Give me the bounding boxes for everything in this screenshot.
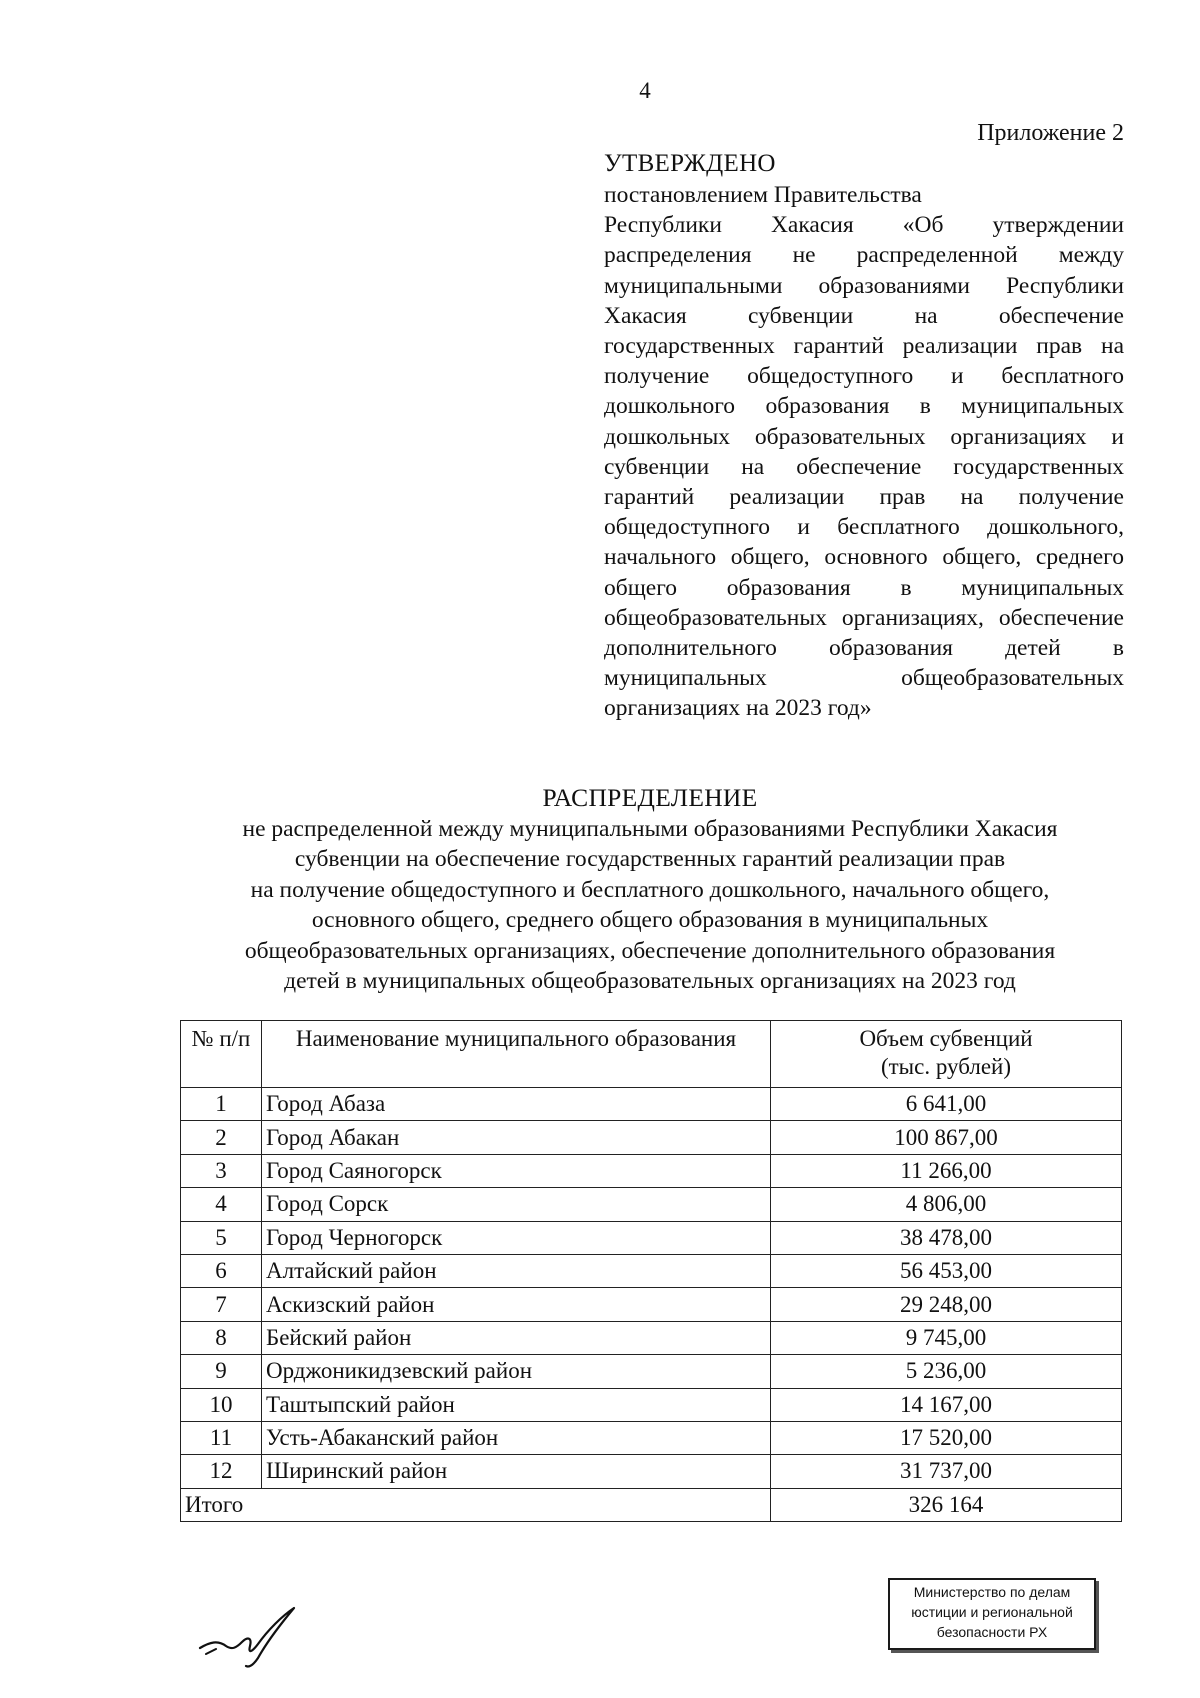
row-amount: 31 737,00 [771, 1455, 1122, 1488]
row-num: 2 [181, 1121, 262, 1154]
row-name: Усть-Абаканский район [262, 1421, 771, 1454]
row-amount: 17 520,00 [771, 1421, 1122, 1454]
approval-line: постановлением Правительства [604, 182, 922, 208]
distribution-block [150, 782, 1150, 996]
table-row [181, 1321, 1122, 1354]
row-name: Аскизский район [262, 1288, 771, 1321]
row-amount: 29 248,00 [771, 1288, 1122, 1321]
subventions-table [180, 1020, 1122, 1522]
row-name: Город Абакан [262, 1121, 771, 1154]
table-row [181, 1188, 1122, 1221]
table-row [181, 1254, 1122, 1287]
row-amount: 11 266,00 [771, 1154, 1122, 1187]
row-amount: 5 236,00 [771, 1355, 1122, 1388]
row-num: 5 [181, 1221, 262, 1254]
table-header-row [181, 1021, 1122, 1088]
header-amount-line1: Объем субвенций [859, 1026, 1033, 1051]
row-amount: 100 867,00 [771, 1121, 1122, 1154]
table-row [181, 1221, 1122, 1254]
table-row [181, 1355, 1122, 1388]
row-name: Орджоникидзевский район [262, 1355, 771, 1388]
row-num: 9 [181, 1355, 262, 1388]
stamp-line1: Министерство по делам [913, 1584, 1071, 1600]
stamp-line3: безопасности РХ [936, 1624, 1048, 1640]
header-amount-line2: (тыс. рублей) [880, 1054, 1012, 1079]
row-name: Бейский район [262, 1321, 771, 1354]
approval-block [604, 148, 1124, 724]
distribution-subtitle: не распределенной между муниципальными образованиями Республики Хакасия субвенции на обеспечение государственных гарантий реализации прав на получение общедоступного и бесплатного дошкольного, начального общего, основного общего, среднего общего образования в муниципальных общеобразовательных организациях, обеспечение дополнительного образования детей в муниципальных общеобразовательных организациях на 2023 год [242, 816, 1058, 995]
total-label: Итого [181, 1488, 771, 1521]
row-num: 12 [181, 1455, 262, 1488]
row-num: 11 [181, 1421, 262, 1454]
row-name: Город Черногорск [262, 1221, 771, 1254]
row-name: Город Саяногорск [262, 1154, 771, 1187]
header-num: № п/п [181, 1021, 262, 1088]
row-name: Город Абаза [262, 1088, 771, 1121]
row-amount: 4 806,00 [771, 1188, 1122, 1221]
table-row [181, 1388, 1122, 1421]
row-num: 8 [181, 1321, 262, 1354]
row-amount: 9 745,00 [771, 1321, 1122, 1354]
row-num: 4 [181, 1188, 262, 1221]
header-name: Наименование муниципального образования [262, 1021, 771, 1088]
table-row [181, 1121, 1122, 1154]
ministry-stamp [888, 1578, 1096, 1650]
row-num: 10 [181, 1388, 262, 1421]
table-row [181, 1154, 1122, 1187]
table-row [181, 1088, 1122, 1121]
table-total-row [181, 1488, 1122, 1521]
row-num: 1 [181, 1088, 262, 1121]
row-amount: 56 453,00 [771, 1254, 1122, 1287]
row-num: 7 [181, 1288, 262, 1321]
annex-label: Приложение 2 [977, 120, 1124, 146]
total-amount: 326 164 [771, 1488, 1122, 1521]
signature-icon [196, 1602, 306, 1672]
table-row [181, 1421, 1122, 1454]
row-name: Алтайский район [262, 1254, 771, 1287]
stamp-line2: юстиции и региональной [911, 1604, 1073, 1620]
row-name: Таштыпский район [262, 1388, 771, 1421]
table-row [181, 1288, 1122, 1321]
distribution-title: РАСПРЕДЕЛЕНИЕ [542, 783, 758, 812]
row-num: 3 [181, 1154, 262, 1187]
row-name: Ширинский район [262, 1455, 771, 1488]
approval-heading: УТВЕРЖДЕНО [604, 150, 776, 177]
row-amount: 14 167,00 [771, 1388, 1122, 1421]
row-amount: 6 641,00 [771, 1088, 1122, 1121]
approval-text: Республики Хакасия «Об утверждении распределения не распределенной между муниципальными образованиями Республики Хакасия субвенции на обеспечение государственных гарантий реализации прав на получение общедоступного и бесплатного дошкольного образования в муниципальных дошкольных образовательных организациях и субвенции на обеспечение государственных гарантий реализации прав на получение общедоступного и бесплатного дошкольного, начального общего, основного общего, среднего общего образования в муниципальных общеобразовательных организациях, обеспечение дополнительного образования детей в муниципальных общеобразовательных организациях на 2023 год» [604, 212, 1124, 722]
row-amount: 38 478,00 [771, 1221, 1122, 1254]
table-row [181, 1455, 1122, 1488]
header-amount [771, 1021, 1122, 1088]
page-number: 4 [639, 78, 651, 103]
row-num: 6 [181, 1254, 262, 1287]
table-body [181, 1088, 1122, 1489]
row-name: Город Сорск [262, 1188, 771, 1221]
